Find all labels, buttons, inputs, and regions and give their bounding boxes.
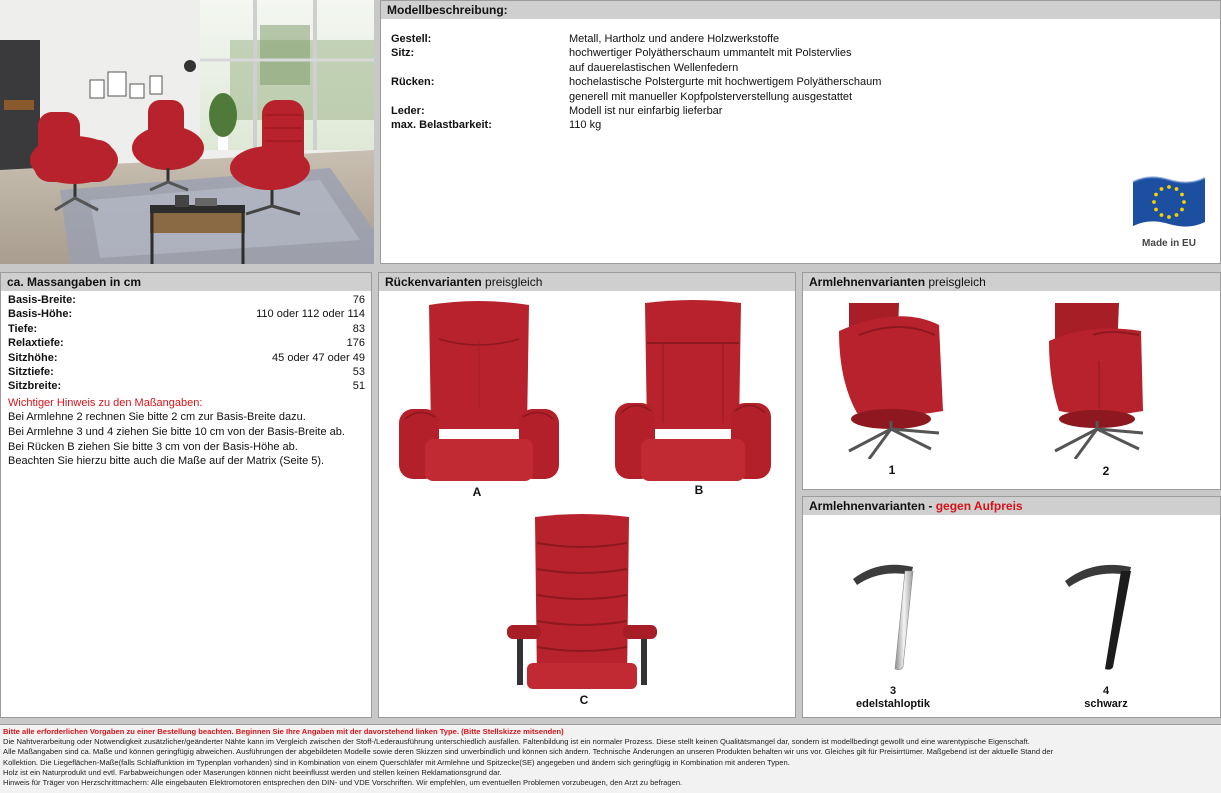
measurement-label: Sitztiefe: [8, 366, 54, 379]
measurement-note-lines [8, 410, 365, 468]
eu-star-icon [1160, 213, 1164, 217]
room-photo [0, 0, 374, 264]
eu-star-icon [1180, 193, 1184, 197]
measurements-rows [1, 291, 371, 394]
description-row [391, 118, 1220, 132]
description-label [391, 90, 569, 104]
made-in-eu-badge [1128, 174, 1210, 249]
description-row [391, 104, 1220, 118]
armrest-3-number: 3 [889, 685, 897, 697]
description-label: Gestell: [391, 33, 432, 45]
back-variants-panel [378, 272, 796, 718]
model-description-panel [380, 0, 1221, 264]
footer-line: Die Nahtverarbeitung oder Notwendigkeit zusätzlicher/geänderter Nähte kann im Vergleich zwischen der Stoff-/Lederausführung unterschiedlich ausfallen. Faltenbildung ist ein normaler Prozess. Diese stellt keinen Qualitätsmangel dar, sondern ist modellbedingt gewollt und eine warentypische Eigenschaft. [3, 737, 1030, 747]
armrest-3-name: edelstahloptik [856, 698, 930, 710]
back-variants-title: Rückenvarianten [385, 275, 482, 289]
armrest-surcharge-price-note: gegen Aufpreis [935, 499, 1023, 513]
back-variants-header [379, 273, 795, 291]
back-variant-a-label: A [472, 485, 482, 499]
measurement-value: 45 oder 47 oder 49 [272, 351, 365, 364]
description-value: 110 kg [569, 119, 602, 132]
measurement-row [8, 379, 365, 393]
description-label: Leder: [391, 105, 425, 118]
measurement-label: Relaxtiefe: [8, 337, 64, 350]
model-description-header [381, 1, 1220, 19]
footer-line: Alle Maßangaben sind ca. Maße und können geringfügig abweichen. Ausführungen der abgebildeten Modelle sowie deren Skizzen sind unverbindlich und können sich ändern. Technische Änderungen an unseren Produkten behalten wir uns vor. Gleiches gilt für Preisirrtümer. Maßgebend ist der aktuelle Stand der [3, 747, 1054, 757]
room-scene-illustration [0, 0, 374, 264]
description-label [391, 61, 569, 75]
back-variant-b-image [613, 299, 773, 481]
eu-star-icon [1175, 213, 1179, 217]
measurement-notes [1, 394, 371, 469]
measurement-value: 51 [352, 380, 365, 393]
measurement-value: 53 [352, 366, 365, 379]
description-label: Rücken: [391, 76, 435, 89]
armrest-variants-header [803, 273, 1220, 291]
description-row [391, 32, 1220, 46]
eu-star-icon [1154, 193, 1158, 197]
eu-star-icon [1152, 200, 1156, 204]
description-value: auf dauerelastischen Wellenfedern [569, 61, 739, 74]
description-value: Modell ist nur einfarbig lieferbar [569, 105, 723, 118]
eu-star-icon [1154, 208, 1158, 212]
measurement-row [8, 307, 365, 321]
measurements-title: ca. Massangaben in cm [7, 275, 142, 289]
measurements-header [1, 273, 371, 291]
measurement-note: Bei Armlehne 2 rechnen Sie bitte 2 cm zur Basis-Breite dazu. [8, 411, 306, 424]
armrest-variant-2-image [1049, 301, 1145, 459]
description-value: Metall, Hartholz und andere Holzwerkstoffe [569, 33, 780, 45]
measurement-note-title: Wichtiger Hinweis zu den Maßangaben: [8, 396, 203, 409]
measurement-label: Sitzbreite: [8, 380, 62, 393]
footer-order-note: Bitte alle erforderlichen Vorgaben zu einer Bestellung beachten. Beginnen Sie Ihre Angaben mit der davorstehend linken Type. (Bitte Stellskizze mitsenden) [3, 727, 564, 736]
armrest-variants-panel [802, 272, 1221, 490]
description-row [391, 90, 1220, 104]
eu-star-icon [1180, 208, 1184, 212]
armrest-variants-title: Armlehnenvarianten [809, 275, 926, 289]
footer-line: Hinweis für Träger von Herzschrittmachern: Alle eingebauten Elektromotoren entsprechen den DIN- und VDE Vorschriften. Wir empfehlen, um eventuellen Problemen vorzubeugen, den Arzt zu befragen. [3, 778, 683, 788]
measurement-row [8, 365, 365, 379]
model-description-title: Modellbeschreibung: [387, 3, 508, 17]
armrest-4-name: schwarz [1084, 698, 1128, 710]
armrest-variant-1-image [839, 301, 943, 459]
measurement-row [8, 293, 365, 307]
measurements-panel [0, 272, 372, 718]
back-variants-subtitle: preisgleich [481, 275, 543, 289]
armrest-surcharge-panel [802, 496, 1221, 718]
description-row [391, 61, 1220, 75]
eu-star-icon [1182, 200, 1186, 204]
measurement-label: Sitzhöhe: [8, 351, 58, 364]
measurement-label: Tiefe: [8, 322, 38, 335]
footer-notes [0, 724, 1221, 793]
description-value: hochwertiger Polyätherschaum ummantelt mit Polstervlies [569, 47, 852, 60]
measurement-value: 76 [352, 294, 365, 306]
description-row [391, 75, 1220, 89]
measurement-value: 176 [346, 337, 365, 350]
back-variant-c-image [507, 513, 657, 689]
eu-star-icon [1167, 215, 1171, 219]
measurement-value: 110 oder 112 oder 114 [256, 308, 365, 321]
model-description-rows [381, 19, 1220, 133]
description-value: generell mit manueller Kopfpolsterverstellung ausgestattet [569, 90, 853, 103]
armrest-variants-subtitle: preisgleich [925, 275, 986, 289]
back-variant-a-image [395, 299, 563, 481]
measurement-note: Beachten Sie hierzu bitte auch die Maße auf der Matrix (Seite 5). [8, 455, 325, 468]
armrest-3-caption [833, 685, 953, 711]
measurement-note: Bei Rücken B ziehen Sie bitte 3 cm von der Basis-Höhe ab. [8, 440, 298, 453]
description-row [391, 46, 1220, 60]
armrest-4-caption [1046, 685, 1166, 711]
back-variant-c-label: C [579, 693, 589, 707]
armrest-surcharge-title: Armlehnenvarianten - [809, 499, 936, 513]
footer-line: Holz ist ein Naturprodukt und evtl. Farbabweichungen oder Maserungen können nicht beeinflusst werden und stellen keinen Reklamationsgrund dar. [3, 767, 502, 777]
measurement-label: Basis-Breite: [8, 294, 76, 306]
description-value: hochelastische Polstergurte mit hochwertigem Polyätherschaum [569, 76, 882, 89]
eu-star-icon [1160, 187, 1164, 191]
armrest-variant-2-label: 2 [1102, 464, 1110, 478]
description-label: Sitz: [391, 47, 415, 60]
armrest-4-number: 4 [1102, 685, 1110, 697]
back-variant-b-label: B [694, 483, 704, 497]
eu-star-icon [1175, 187, 1179, 191]
armrest-3-stainless-image [849, 557, 919, 673]
armrest-variant-1-label: 1 [888, 463, 896, 477]
made-in-eu-caption: Made in EU [1142, 238, 1196, 249]
armrest-4-black-image [1063, 557, 1137, 673]
eu-flag-icon [1129, 174, 1209, 230]
footer-line: Kollektion. Die Liegeflächen-Maße(falls Schlaffunktion im Typenplan vorhanden) sind in Kombination von einem Querschläfer mit Armlehne und Spitzecke(SE) angegeben und ändern sich geringfügig in Kombination mit anderen Typen. [3, 757, 790, 767]
measurement-note: Bei Armlehne 3 und 4 ziehen Sie bitte 10 cm von der Basis-Breite ab. [8, 426, 345, 439]
eu-star-icon [1167, 185, 1171, 189]
measurement-label: Basis-Höhe: [8, 308, 73, 321]
measurement-row [8, 351, 365, 365]
description-label: max. Belastbarkeit: [391, 119, 492, 132]
measurement-row [8, 336, 365, 350]
armrest-surcharge-header [803, 497, 1220, 515]
measurement-row [8, 322, 365, 336]
measurement-value: 83 [352, 322, 365, 335]
